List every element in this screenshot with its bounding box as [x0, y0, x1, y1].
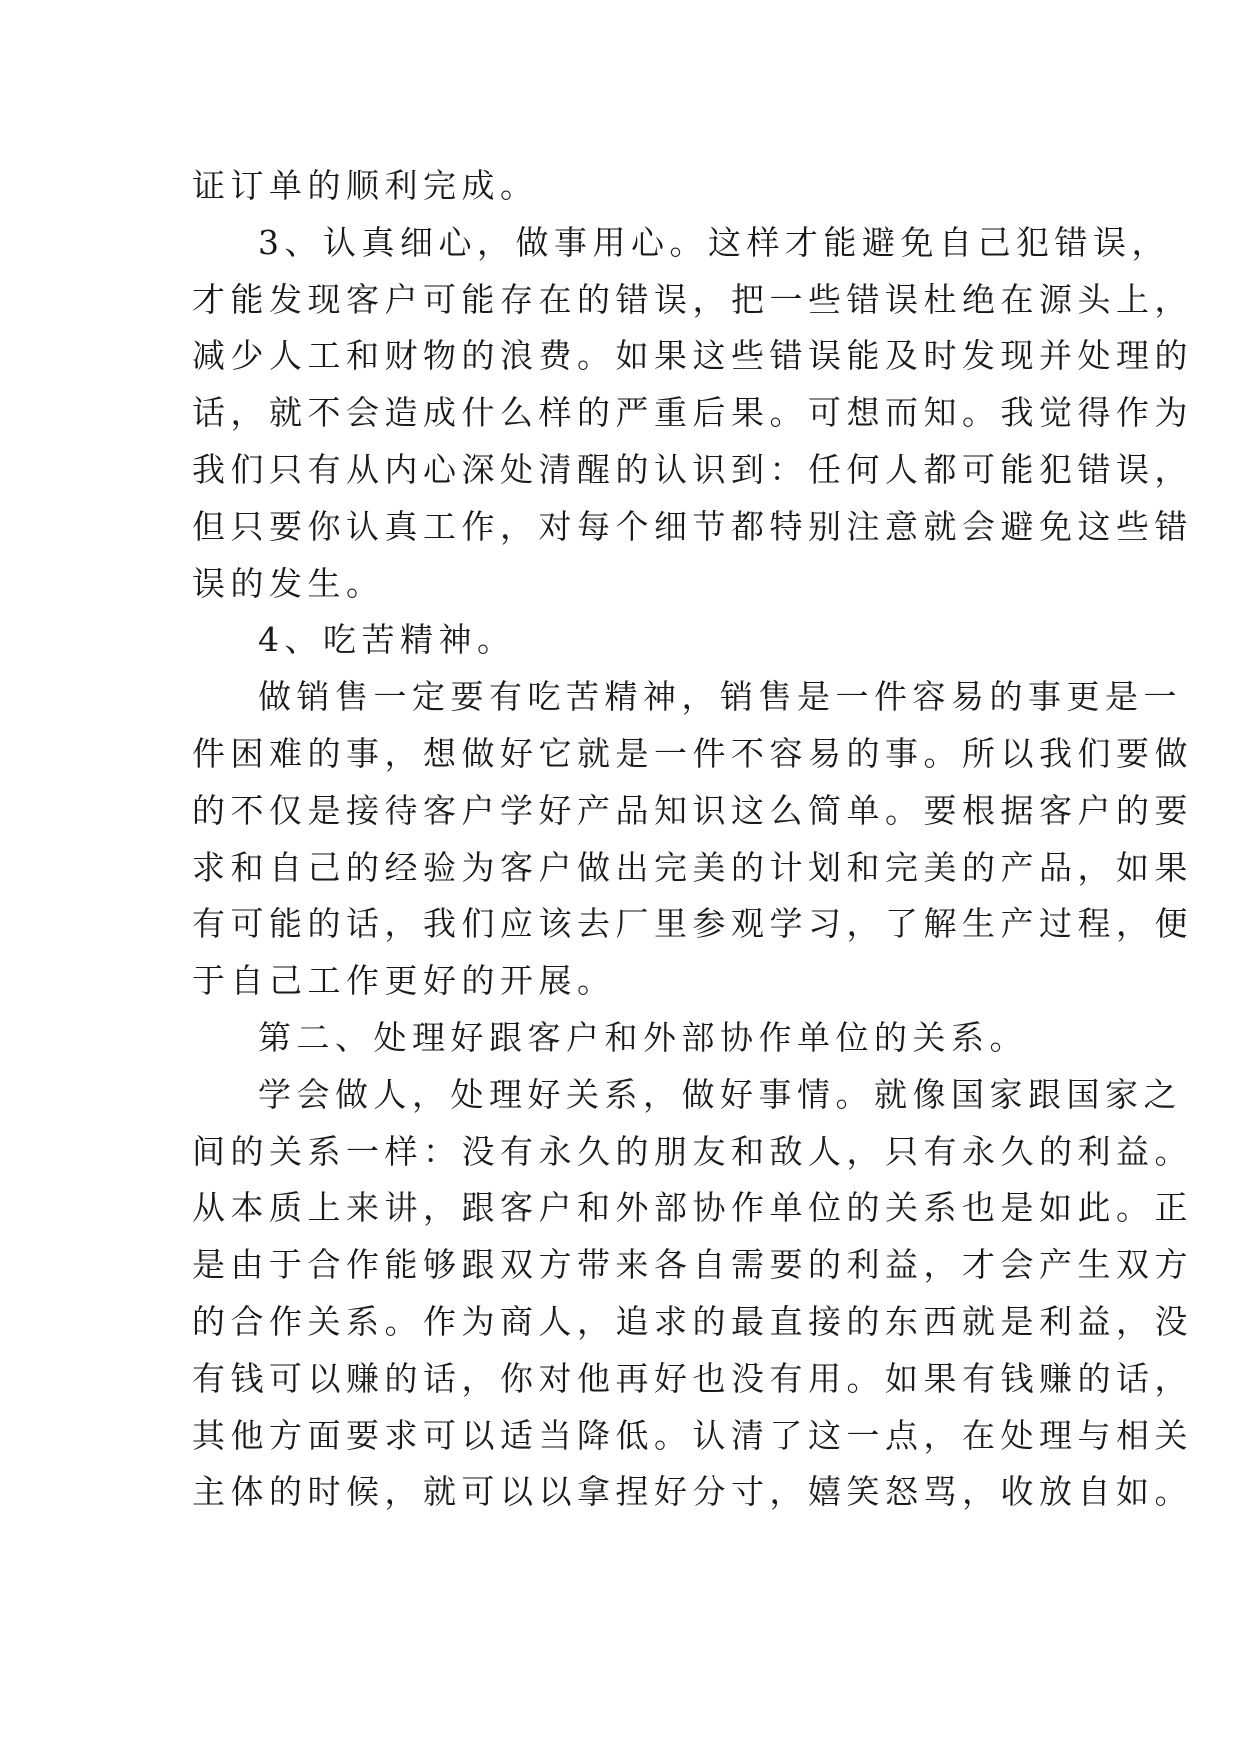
text-line: 从本质上来讲，跟客户和外部协作单位的关系也是如此。正 — [192, 1188, 1193, 1228]
text-line: 其他方面要求可以适当降低。认清了这一点，在处理与相关 — [192, 1415, 1193, 1455]
text-line: 主体的时候，就可以以拿捏好分寸，嬉笑怒骂，收放自如。 — [192, 1472, 1193, 1512]
text-line: 的合作关系。作为商人，追求的最直接的东西就是利益，没 — [192, 1301, 1193, 1341]
text-line: 的不仅是接待客户学好产品知识这么简单。要根据客户的要 — [192, 790, 1193, 830]
text-line: 学会做人，处理好关系，做好事情。就像国家跟国家之 — [258, 1074, 1182, 1114]
text-line: 4、吃苦精神。 — [258, 620, 516, 660]
text-line: 件困难的事，想做好它就是一件不容易的事。所以我们要做 — [192, 733, 1193, 773]
text-line: 是由于合作能够跟双方带来各自需要的利益，才会产生双方 — [192, 1245, 1193, 1285]
text-line: 但只要你认真工作，对每个细节都特别注意就会避免这些错 — [192, 506, 1193, 546]
text-line: 有钱可以赚的话，你对他再好也没有用。如果有钱赚的话， — [192, 1358, 1193, 1398]
text-line: 间的关系一样：没有永久的朋友和敌人，只有永久的利益。 — [192, 1131, 1193, 1171]
text-line: 我们只有从内心深处清醒的认识到：任何人都可能犯错误， — [192, 449, 1193, 489]
text-line: 减少人工和财物的浪费。如果这些错误能及时发现并处理的 — [192, 336, 1193, 376]
document-body — [192, 158, 1193, 1521]
text-line: 话，就不会造成什么样的严重后果。可想而知。我觉得作为 — [192, 393, 1193, 433]
text-line: 求和自己的经验为客户做出完美的计划和完美的产品，如果 — [192, 847, 1193, 887]
text-line: 于自己工作更好的开展。 — [192, 961, 616, 1001]
text-line: 3、认真细心，做事用心。这样才能避免自己犯错误， — [258, 222, 1170, 262]
text-line: 有可能的话，我们应该去厂里参观学习，了解生产过程，便 — [192, 904, 1193, 944]
text-line: 第二、处理好跟客户和外部协作单位的关系。 — [258, 1017, 1028, 1057]
text-line: 误的发生。 — [192, 563, 385, 603]
text-line: 证订单的顺利完成。 — [192, 166, 539, 205]
text-line: 做销售一定要有吃苦精神，销售是一件容易的事更是一 — [258, 677, 1182, 717]
text-line: 才能发现客户可能存在的错误，把一些错误杜绝在源头上， — [192, 279, 1193, 319]
